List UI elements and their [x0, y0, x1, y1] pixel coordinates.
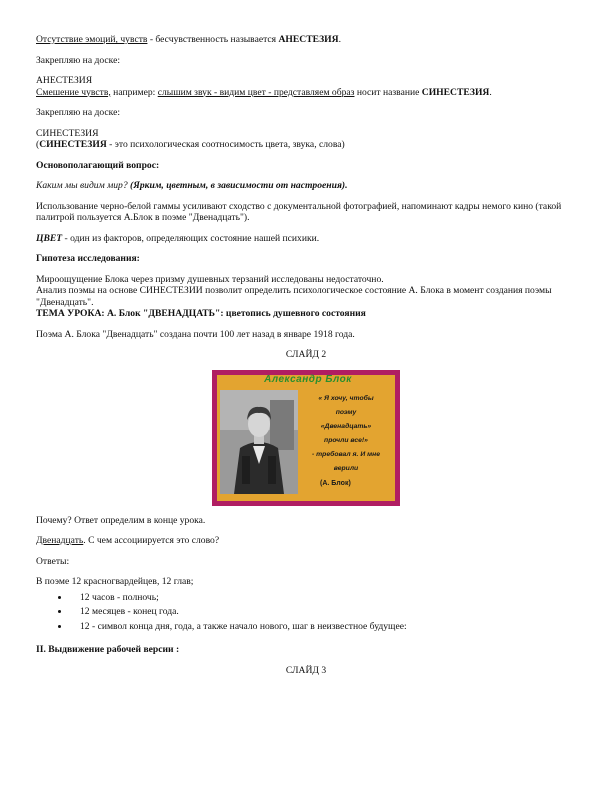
bold-term: СИНЕСТЕЗИЯ	[39, 139, 107, 150]
board-word: СИНЕСТЕЗИЯ	[36, 127, 99, 139]
board-note: Закрепляю на доске:	[36, 54, 120, 66]
section-heading	[36, 644, 576, 656]
text: Мироощущение Блока через призму душевных терзаний исследованы недостаточно.	[36, 273, 384, 285]
bold-term: СИНЕСТЕЗИЯ	[421, 86, 490, 98]
slide-quote	[308, 392, 384, 476]
list-item-text: 12 месяцев - конец года.	[80, 606, 179, 617]
example-link[interactable]: слышим звук - видим цвет - представляем образ	[157, 86, 355, 98]
quote-line: « Я хочу, чтобы	[318, 394, 374, 402]
quote-line: поэму	[335, 408, 357, 416]
answer-text: (Ярким, цветным, в зависимости от настроения).	[130, 180, 348, 191]
slide-2-image	[212, 370, 400, 506]
hypothesis-paragraph	[36, 274, 576, 320]
slide-2-label: СЛАЙД 2	[285, 349, 327, 360]
why-paragraph: Почему? Ответ определим в конце урока.	[36, 514, 206, 526]
section-heading	[36, 160, 576, 172]
question-paragraph	[36, 180, 576, 192]
text: .	[489, 86, 492, 98]
text: (	[36, 139, 40, 150]
quote-line: прочли все!»	[324, 436, 368, 444]
list-item-text: 12 - символ конца дня, года, а также начало нового, шаг в неизвестное будущее:	[80, 620, 407, 632]
heading-text: Основополагающий вопрос:	[36, 159, 160, 171]
term-link[interactable]: Смешение чувств,	[36, 86, 111, 98]
paragraph-anesthesia	[36, 34, 576, 46]
answers-list	[36, 592, 576, 633]
text: например:	[110, 86, 158, 98]
text: - один из факторов, определяющих состояние нашей психики.	[62, 232, 320, 244]
quote-line: - требовал я. И мне	[311, 450, 381, 458]
bold-term: ЦВЕТ	[36, 232, 63, 244]
text: Анализ поэмы на основе СИНЕСТЕЗИИ позволит определить психологическое состояние А. Блока в момент создания поэмы "Двенадцать".	[36, 285, 552, 308]
slide-title: Александр Блок	[264, 373, 352, 385]
slide-2-container	[36, 370, 576, 506]
poem-date-paragraph: Поэма А. Блока "Двенадцать" создана почти 100 лет назад в январе 1918 года.	[36, 328, 355, 340]
section-heading	[36, 253, 576, 265]
document-body	[36, 34, 576, 685]
portrait-illustration	[220, 390, 298, 494]
text: - это психологическая соотносимость цвета, звука, слова)	[106, 139, 345, 150]
board-word: АНЕСТЕЗИЯ	[36, 75, 93, 86]
paragraph-synesthesia-intro	[36, 75, 576, 98]
heading-text: II. Выдвижение рабочей версии :	[36, 644, 180, 655]
quote-line: «Двенадцать»	[320, 422, 372, 430]
twelve-question	[36, 535, 576, 547]
answers-label: Ответы:	[36, 555, 70, 567]
list-item-text: 12 часов - полночь;	[80, 591, 159, 603]
heading-text: Гипотеза исследования:	[36, 253, 140, 264]
quote-line: верили	[333, 464, 359, 472]
list-item	[70, 592, 576, 604]
term-link[interactable]: Отсутствие эмоций, чувств	[36, 34, 148, 45]
board-note: Закрепляю на доске:	[36, 107, 120, 118]
list-item	[70, 606, 576, 618]
bold-term: АНЕСТЕЗИЯ	[278, 34, 339, 45]
list-item	[70, 621, 576, 633]
poem-twelve-paragraph: В поэме 12 красногвардейцев, 12 глав;	[36, 576, 194, 587]
color-paragraph	[36, 233, 576, 245]
text: . С чем ассоциируется это слово?	[83, 535, 220, 546]
lesson-topic: ТЕМА УРОКА: А. Блок "ДВЕНАДЦАТЬ": цветопись душевного состояния	[36, 308, 366, 319]
text: - бесчувственность называется	[147, 34, 279, 45]
palette-paragraph: Использование черно-белой гаммы усиливают сходство с документальной фотографией, напоминают кадры немого кино (такой палитрой пользуется А.Блок в поэме "Двенадцать").	[36, 200, 562, 223]
text: .	[338, 34, 341, 45]
text: носит название	[354, 86, 422, 98]
portrait-photo	[220, 390, 298, 494]
slide-3-label: СЛАЙД 3	[285, 664, 327, 676]
paragraph-synesthesia-def	[36, 128, 576, 151]
question-text: Каким мы видим мир?	[36, 180, 131, 191]
quote-author: (А. Блок)	[320, 479, 351, 487]
word-link[interactable]: Двенадцать	[36, 535, 84, 546]
